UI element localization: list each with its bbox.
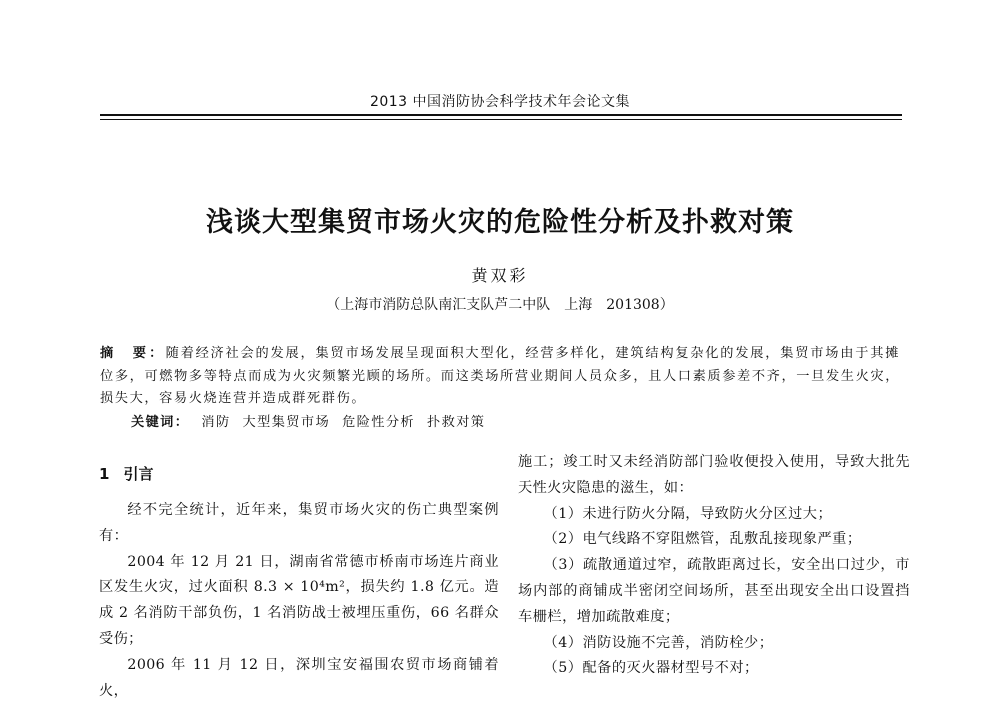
keyword-item: 扑救对策 [427,415,486,430]
keywords [131,411,485,430]
paper-title: 浅谈大型集贸市场火灾的危险性分析及扑救对策 [206,207,794,238]
list-item: （5）配备的灭火器材型号不对； [543,660,759,677]
list-item: （4）消防设施不完善，消防栓少； [543,634,774,651]
body-paragraph: 2004 年 12 月 21 日，湖南省常德市桥南市场连片商业区发生火灾，过火面积 8.3 × 10⁴m²，损失约 1.8 亿元。造成 2 名消防干部负伤，1 名消防战士被埋压重伤，66 名群众受伤； [99,553,499,647]
continuation-paragraph: 施工；竣工时又未经消防部门验收便投入使用，导致大批先天性火灾隐患的滋生，如： [518,454,910,496]
list-item: （3）疏散通道过窄，疏散距离过长，安全出口过少，市场内部的商铺成半密闭空间场所，甚至出现安全出口设置挡车栅栏，增加疏散难度； [518,557,910,625]
keyword-item: 大型集贸市场 [242,415,331,430]
keyword-item: 危险性分析 [342,415,416,430]
left-column [99,450,499,704]
abstract-label: 摘 要： [100,346,166,361]
section-number: 1 [99,465,110,483]
list-item: （2）电气线路不穿阻燃管，乱敷乱接现象严重； [543,531,862,548]
section-title: 引言 [123,465,154,483]
header-rule-thin [100,119,902,120]
right-column [518,450,910,682]
abstract-text: 随着经济社会的发展，集贸市场发展呈现面积大型化，经营多样化，建筑结构复杂化的发展，集贸市场由于其摊位多，可燃物多等特点而成为火灾频繁光顾的场所。而这类场所营业期间人员众多，且人口素质参差不齐，一旦发生火灾，损失大，容易火烧连营并造成群死群伤。 [100,346,900,406]
section-heading [99,462,499,486]
list-item: （1）未进行防火分隔，导致防火分区过大； [543,505,833,522]
author-name: 黄双彩 [471,266,529,285]
running-header: 2013 中国消防协会科学技术年会论文集 [369,94,631,110]
abstract [100,343,900,411]
author-affiliation: （上海市消防总队南汇支队芦二中队 上海 201308） [326,297,674,313]
keyword-item: 消防 [201,415,231,430]
body-paragraph: 2006 年 11 月 12 日，深圳宝安福围农贸市场商铺着火， [99,656,499,699]
keywords-label: 关键词： [131,415,190,430]
header-rule-thick [100,114,902,116]
body-paragraph: 经不完全统计，近年来，集贸市场火灾的伤亡典型案例有： [99,502,499,544]
